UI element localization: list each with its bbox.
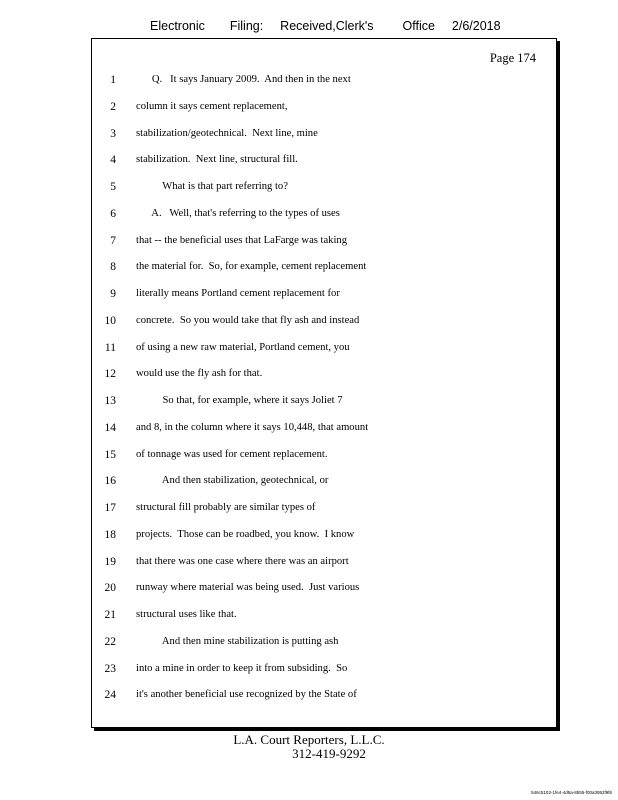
footer-company: L.A. Court Reporters, L.L.C. bbox=[233, 732, 385, 747]
line-number: 5 bbox=[110, 181, 116, 193]
line-number: 1 bbox=[110, 74, 116, 86]
line-text: and 8, in the column where it says 10,448, that amount bbox=[136, 421, 369, 433]
line-number: 17 bbox=[104, 502, 116, 514]
line-text: column it says cement replacement, bbox=[136, 100, 288, 112]
line-text: literally means Portland cement replacement for bbox=[136, 288, 340, 299]
line-number: 11 bbox=[104, 341, 116, 354]
line-text: So that, for example, where it says Joliet 7 bbox=[136, 395, 343, 406]
line-text: of tonnage was used for cement replacement. bbox=[136, 448, 328, 460]
transcript-line bbox=[92, 208, 552, 228]
line-number: 8 bbox=[110, 261, 116, 274]
line-number: 9 bbox=[110, 288, 116, 300]
transcript-line bbox=[92, 288, 552, 308]
line-text: structural fill probably are similar types of bbox=[136, 502, 316, 513]
stamp-date: 2/6/2018 bbox=[451, 19, 501, 33]
line-number: 10 bbox=[104, 314, 116, 327]
line-text: into a mine in order to keep it from subsiding. So bbox=[136, 662, 348, 674]
line-number: 3 bbox=[110, 127, 116, 140]
stamp-filing: Filing: bbox=[229, 19, 264, 33]
line-number: 22 bbox=[104, 635, 116, 648]
transcript-line bbox=[92, 422, 552, 442]
filing-stamp bbox=[150, 19, 501, 33]
line-text: projects. Those can be roadbed, you know. I know bbox=[136, 528, 355, 540]
line-number: 4 bbox=[110, 154, 116, 167]
line-number: 7 bbox=[110, 234, 116, 247]
transcript-line bbox=[92, 261, 552, 281]
transcript-line bbox=[92, 475, 552, 495]
transcript-line bbox=[92, 342, 552, 362]
transcript-line bbox=[92, 636, 552, 656]
transcript-line bbox=[92, 101, 552, 121]
line-number: 15 bbox=[104, 448, 116, 461]
line-number: 14 bbox=[104, 421, 116, 434]
document-hash: 546c5102-1fe4-4d5a-8b55-f00a3952f9f6 bbox=[531, 790, 612, 795]
line-text: concrete. So you would take that fly ash and instead bbox=[136, 314, 360, 326]
line-text: What is that part referring to? bbox=[136, 181, 288, 192]
transcript-line bbox=[92, 315, 552, 335]
footer bbox=[0, 733, 618, 761]
line-number: 21 bbox=[104, 609, 116, 621]
line-number: 23 bbox=[104, 662, 116, 675]
transcript-line bbox=[92, 556, 552, 576]
line-number: 16 bbox=[104, 475, 116, 488]
line-number: 24 bbox=[104, 689, 116, 702]
stamp-received: Received,Clerk's bbox=[280, 19, 374, 33]
transcript-line bbox=[92, 529, 552, 549]
transcript-line bbox=[92, 663, 552, 683]
page-number: Page 174 bbox=[489, 51, 536, 65]
line-text: that -- the beneficial uses that LaFarge was taking bbox=[136, 234, 348, 246]
line-text: And then mine stabilization is putting ash bbox=[136, 635, 339, 647]
line-text: the material for. So, for example, cement replacement bbox=[136, 261, 367, 273]
transcript-line bbox=[92, 235, 552, 255]
stamp-office: Office bbox=[402, 19, 435, 33]
line-number: 18 bbox=[104, 528, 116, 541]
transcript-line bbox=[92, 449, 552, 469]
line-text: A. Well, that's referring to the types of uses bbox=[136, 207, 340, 219]
transcript-line bbox=[92, 689, 552, 709]
line-text: Q. It says January 2009. And then in the next bbox=[136, 74, 351, 85]
line-number: 12 bbox=[104, 368, 116, 381]
line-text: it's another beneficial use recognized by the State of bbox=[136, 689, 357, 701]
transcript-line bbox=[92, 609, 552, 629]
transcript-line bbox=[92, 181, 552, 201]
line-text: that there was one case where there was an airport bbox=[136, 555, 349, 567]
transcript-line bbox=[92, 502, 552, 522]
line-number: 19 bbox=[104, 555, 116, 568]
line-text: would use the fly ash for that. bbox=[136, 368, 263, 380]
footer-phone: 312-419-9292 bbox=[292, 746, 366, 761]
line-text: stabilization/geotechnical. Next line, mine bbox=[136, 127, 318, 139]
transcript-line bbox=[92, 154, 552, 174]
line-text: runway where material was being used. Just various bbox=[136, 582, 360, 594]
line-text: of using a new raw material, Portland cement, you bbox=[136, 341, 350, 353]
stamp-electronic: Electronic bbox=[150, 19, 205, 33]
line-text: stabilization. Next line, structural fill. bbox=[136, 154, 298, 166]
transcript-line bbox=[92, 582, 552, 602]
transcript-page bbox=[91, 38, 557, 728]
transcript-line bbox=[92, 368, 552, 388]
transcript-line bbox=[92, 74, 552, 94]
transcript-line bbox=[92, 128, 552, 148]
transcript-line bbox=[92, 395, 552, 415]
line-text: structural uses like that. bbox=[136, 609, 237, 620]
line-number: 20 bbox=[104, 582, 116, 595]
line-number: 6 bbox=[110, 207, 116, 220]
line-number: 2 bbox=[110, 100, 116, 113]
line-text: And then stabilization, geotechnical, or bbox=[136, 475, 329, 487]
line-number: 13 bbox=[104, 395, 116, 407]
